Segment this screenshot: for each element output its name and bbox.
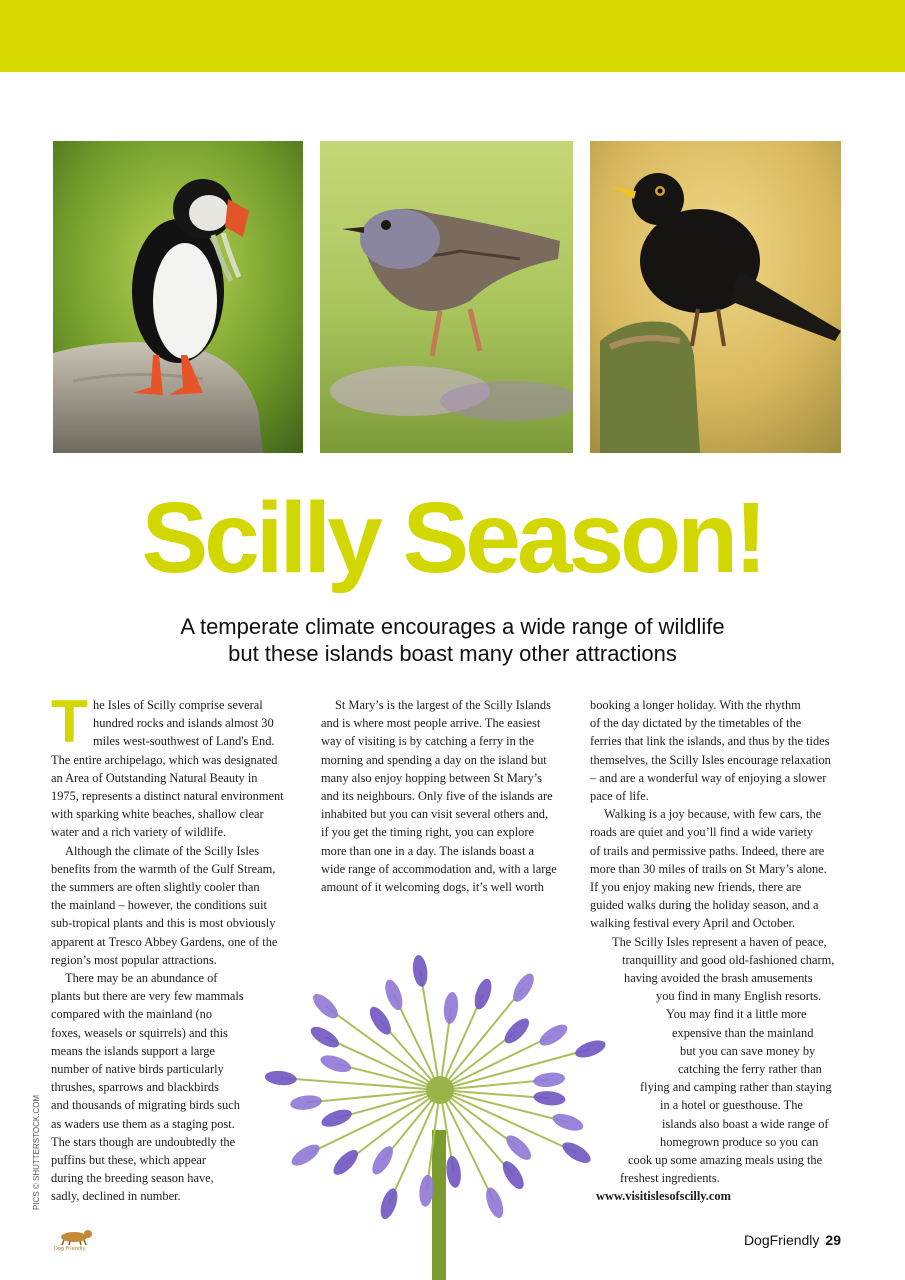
text-line: the summers are often slightly cooler than [51, 880, 260, 895]
text-line: There may be an abundance of [65, 971, 218, 986]
subtitle-line: but these islands boast many other attractions [228, 641, 677, 666]
text-line: The stars though are undoubtedly the [51, 1134, 236, 1149]
text-line: way of visiting is by catching a ferry in the [321, 734, 534, 749]
magazine-name: DogFriendly [743, 1232, 820, 1248]
article-column-3 [590, 696, 845, 1206]
text-line: morning and spending a day on the island but [321, 752, 547, 767]
text-line: but you can save money by [680, 1043, 816, 1058]
text-line: more than 30 miles of trails on St Mary’s alone. [590, 861, 827, 876]
text-line: amount of it welcoming dogs, it’s well worth [321, 880, 545, 895]
text-line: you find in many English resorts. [656, 989, 822, 1004]
text-line: number of native birds particularly [51, 1062, 224, 1077]
text-line: with sparking white beaches, shallow clear [51, 807, 264, 822]
page-footer [744, 1232, 841, 1248]
drop-cap: T [51, 688, 88, 755]
photo-credit: PICS © SHUTTERSTOCK.COM [32, 1094, 41, 1210]
text-line: compared with the mainland (no [51, 1007, 213, 1022]
text-line: in a hotel or guesthouse. The [660, 1098, 803, 1113]
text-line: ferries that link the islands, and thus by the tides [590, 734, 830, 749]
text-line: St Mary’s is the largest of the Scilly Islands [335, 698, 551, 712]
svg-text:Dog Friendly: Dog Friendly [54, 1246, 86, 1252]
text-line: during the breeding season have, [51, 1171, 214, 1186]
text-line: plants but there are very few mammals [51, 989, 244, 1004]
text-line: catching the ferry rather than [678, 1062, 822, 1077]
text-line: hundred rocks and islands almost 30 [93, 716, 274, 731]
text-line: Although the climate of the Scilly Isles [65, 843, 260, 858]
text-line: The entire archipelago, which was designated [51, 752, 278, 767]
article-subtitle [0, 613, 905, 667]
text-line: having avoided the brash amusements [624, 971, 813, 986]
text-line: homegrown produce so you can [660, 1134, 819, 1149]
text-line: and its neighbours. Only five of the islands are [321, 789, 553, 804]
text-line: apparent at Tresco Abbey Gardens, one of the [51, 934, 278, 949]
page-number: 29 [825, 1232, 841, 1248]
text-line: foxes, weasels or squirrels) and this [51, 1025, 228, 1040]
text-line: he Isles of Scilly comprise several [93, 698, 263, 712]
text-line: – and are a wonderful way of enjoying a slower [590, 770, 827, 785]
text-line: wide range of accommodation and, with a large [321, 861, 557, 876]
text-line: roads are quiet and you’ll find a wide variety [590, 825, 813, 840]
text-line: as waders use them as a staging post. [51, 1116, 235, 1131]
text-line: inhabited but you can visit several others and, [321, 807, 549, 822]
text-line: cook up some amazing meals using the [628, 1153, 823, 1168]
text-line: the mainland – however, the conditions suit [51, 898, 267, 913]
text-line: benefits from the warmth of the Gulf Stream, [51, 861, 276, 876]
puffin-photo [53, 141, 303, 453]
text-line: islands also boast a wide range of [662, 1116, 829, 1131]
text-line: walking festival every April and October. [590, 916, 796, 931]
text-line: flying and camping rather than staying [640, 1080, 832, 1095]
article-title: Scilly Season! [141, 482, 764, 594]
text-line: If you enjoy making new friends, there are [590, 880, 802, 895]
subtitle-line: A temperate climate encourages a wide range of wildlife [180, 614, 725, 639]
text-line: pace of life. [590, 789, 649, 804]
text-line: booking a longer holiday. With the rhythm [590, 698, 801, 712]
text-line: an Area of Outstanding Natural Beauty in [51, 770, 258, 785]
text-line: miles west-southwest of Land's End. [93, 734, 275, 749]
top-accent-bar [0, 0, 905, 72]
text-line: expensive than the mainland [672, 1025, 814, 1040]
text-line: sub-tropical plants and this is most obviously [51, 916, 276, 931]
text-line: and thousands of migrating birds such [51, 1098, 240, 1113]
text-line: means the islands support a large [51, 1043, 215, 1058]
text-line: themselves, the Scilly Isles encourage relaxation [590, 752, 831, 767]
text-line: region’s most popular attractions. [51, 952, 217, 967]
website-url: www.visitislesofscilly.com [596, 1189, 731, 1204]
text-line: of the day dictated by the timetables of the [590, 716, 802, 731]
text-line: thrushes, sparrows and blackbirds [51, 1080, 219, 1095]
text-line: tranquillity and good old-fashioned charm, [622, 952, 835, 967]
text-line: puffins but these, which appear [51, 1153, 206, 1168]
text-line: guided walks during the holiday season, and a [590, 898, 819, 913]
text-line: and is where most people arrive. The easiest [321, 716, 541, 731]
text-line: more than one in a day. The islands boast a [321, 843, 534, 858]
text-line: sadly, declined in number. [51, 1189, 181, 1204]
text-line: if you get the timing right, you can explore [321, 825, 535, 840]
text-line: of trails and permissive paths. Indeed, there are [590, 843, 825, 858]
text-line: The Scilly Isles represent a haven of peace, [612, 934, 827, 949]
text-line: freshest ingredients. [620, 1171, 720, 1186]
article-column-2 [321, 696, 573, 896]
text-line: You may find it a little more [666, 1007, 807, 1022]
dunnock-photo [320, 141, 573, 453]
text-line: Walking is a joy because, with few cars, the [604, 807, 822, 822]
article-column-1 [51, 688, 301, 1206]
dogfriendly-logo [50, 1228, 102, 1252]
blackbird-photo [590, 141, 841, 453]
text-line: water and a rich variety of wildlife. [51, 825, 227, 840]
text-line: 1975, represents a distinct natural environment [51, 789, 284, 804]
text-line: many also enjoy hopping between St Mary’s [321, 770, 542, 785]
